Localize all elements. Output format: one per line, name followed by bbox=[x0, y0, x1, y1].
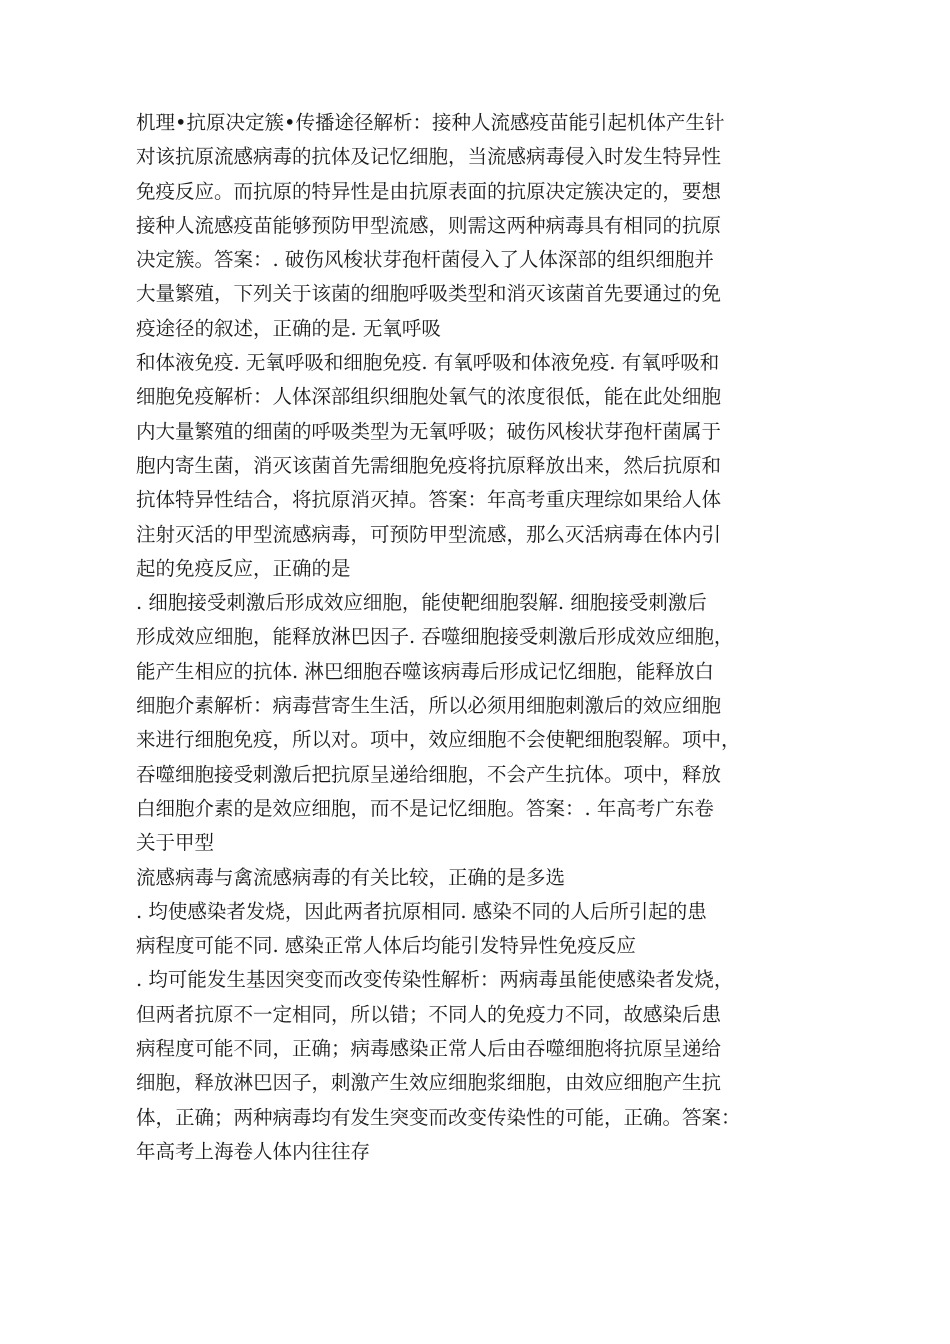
text-line: 大量繁殖，下列关于该菌的细胞呼吸类型和消灭该菌首先要通过的免 bbox=[136, 282, 722, 306]
text-line: 和体液免疫. 无氧呼吸和细胞免疫. 有氧呼吸和体液免疫. 有氧呼吸和 bbox=[136, 351, 720, 375]
text-line: 胞内寄生菌，消灭该菌首先需细胞免疫将抗原释放出来，然后抗原和 bbox=[136, 453, 722, 477]
text-line: 免疫反应。而抗原的特异性是由抗原表面的抗原决定簇决定的，要想 bbox=[136, 179, 722, 203]
text-line: 决定簇。答案：. 破伤风梭状芽孢杆菌侵入了人体深部的组织细胞并 bbox=[136, 248, 714, 272]
text-line: 内大量繁殖的细菌的呼吸类型为无氧呼吸；破伤风梭状芽孢杆菌属于 bbox=[136, 419, 722, 443]
text-line: 年高考上海卷人体内往往存 bbox=[136, 1139, 371, 1163]
text-line: 来进行细胞免疫，所以对。项中，效应细胞不会使靶细胞裂解。项中， bbox=[136, 728, 741, 752]
text-line: 病程度可能不同. 感染正常人体后均能引发特异性免疫反应 bbox=[136, 934, 636, 958]
text-line: 吞噬细胞接受刺激后把抗原呈递给细胞，不会产生抗体。项中，释放 bbox=[136, 762, 722, 786]
document-body bbox=[136, 106, 836, 1169]
text-line: 接种人流感疫苗能够预防甲型流感，则需这两种病毒具有相同的抗原 bbox=[136, 213, 722, 237]
text-line: 抗体特异性结合，将抗原消灭掉。答案：年高考重庆理综如果给人体 bbox=[136, 488, 722, 512]
text-line: . 细胞接受刺激后形成效应细胞，能使靶细胞裂解. 细胞接受刺激后 bbox=[136, 591, 707, 615]
text-line: 病程度可能不同，正确；病毒感染正常人后由吞噬细胞将抗原呈递给 bbox=[136, 1037, 722, 1061]
text-line: 能产生相应的抗体. 淋巴细胞吞噬该病毒后形成记忆细胞，能释放白 bbox=[136, 659, 714, 683]
text-line: 流感病毒与禽流感病毒的有关比较，正确的是多选 bbox=[136, 865, 566, 889]
text-line: 关于甲型 bbox=[136, 831, 215, 855]
text-line: . 均使感染者发烧，因此两者抗原相同. 感染不同的人后所引起的患 bbox=[136, 899, 707, 923]
text-line: . 均可能发生基因突变而改变传染性解析：两病毒虽能使感染者发烧， bbox=[136, 968, 734, 992]
text-line: 但两者抗原不一定相同，所以错；不同人的免疫力不同，故感染后患 bbox=[136, 1002, 722, 1026]
text-line: 细胞，释放淋巴因子，刺激产生效应细胞浆细胞，由效应细胞产生抗 bbox=[136, 1071, 722, 1095]
text-line: 起的免疫反应，正确的是 bbox=[136, 556, 351, 580]
text-line: 注射灭活的甲型流感病毒，可预防甲型流感，那么灭活病毒在体内引 bbox=[136, 522, 722, 546]
text-line: 对该抗原流感病毒的抗体及记忆细胞，当流感病毒侵入时发生特异性 bbox=[136, 145, 722, 169]
text-line: 疫途径的叙述，正确的是. 无氧呼吸 bbox=[136, 316, 441, 340]
text-line: 白细胞介素的是效应细胞，而不是记忆细胞。答案：. 年高考广东卷 bbox=[136, 796, 714, 820]
text-line: 形成效应细胞，能释放淋巴因子. 吞噬细胞接受刺激后形成效应细胞， bbox=[136, 625, 734, 649]
text-line: 细胞免疫解析：人体深部组织细胞处氧气的浓度很低，能在此处细胞 bbox=[136, 385, 722, 409]
text-line: 细胞介素解析：病毒营寄生生活，所以必须用细胞刺激后的效应细胞 bbox=[136, 694, 722, 718]
text-line: 体，正确；两种病毒均有发生突变而改变传染性的可能，正确。答案： bbox=[136, 1105, 741, 1129]
text-line: 机理•抗原决定簇•传播途径解析：接种人流感疫苗能引起机体产生针 bbox=[136, 111, 725, 134]
